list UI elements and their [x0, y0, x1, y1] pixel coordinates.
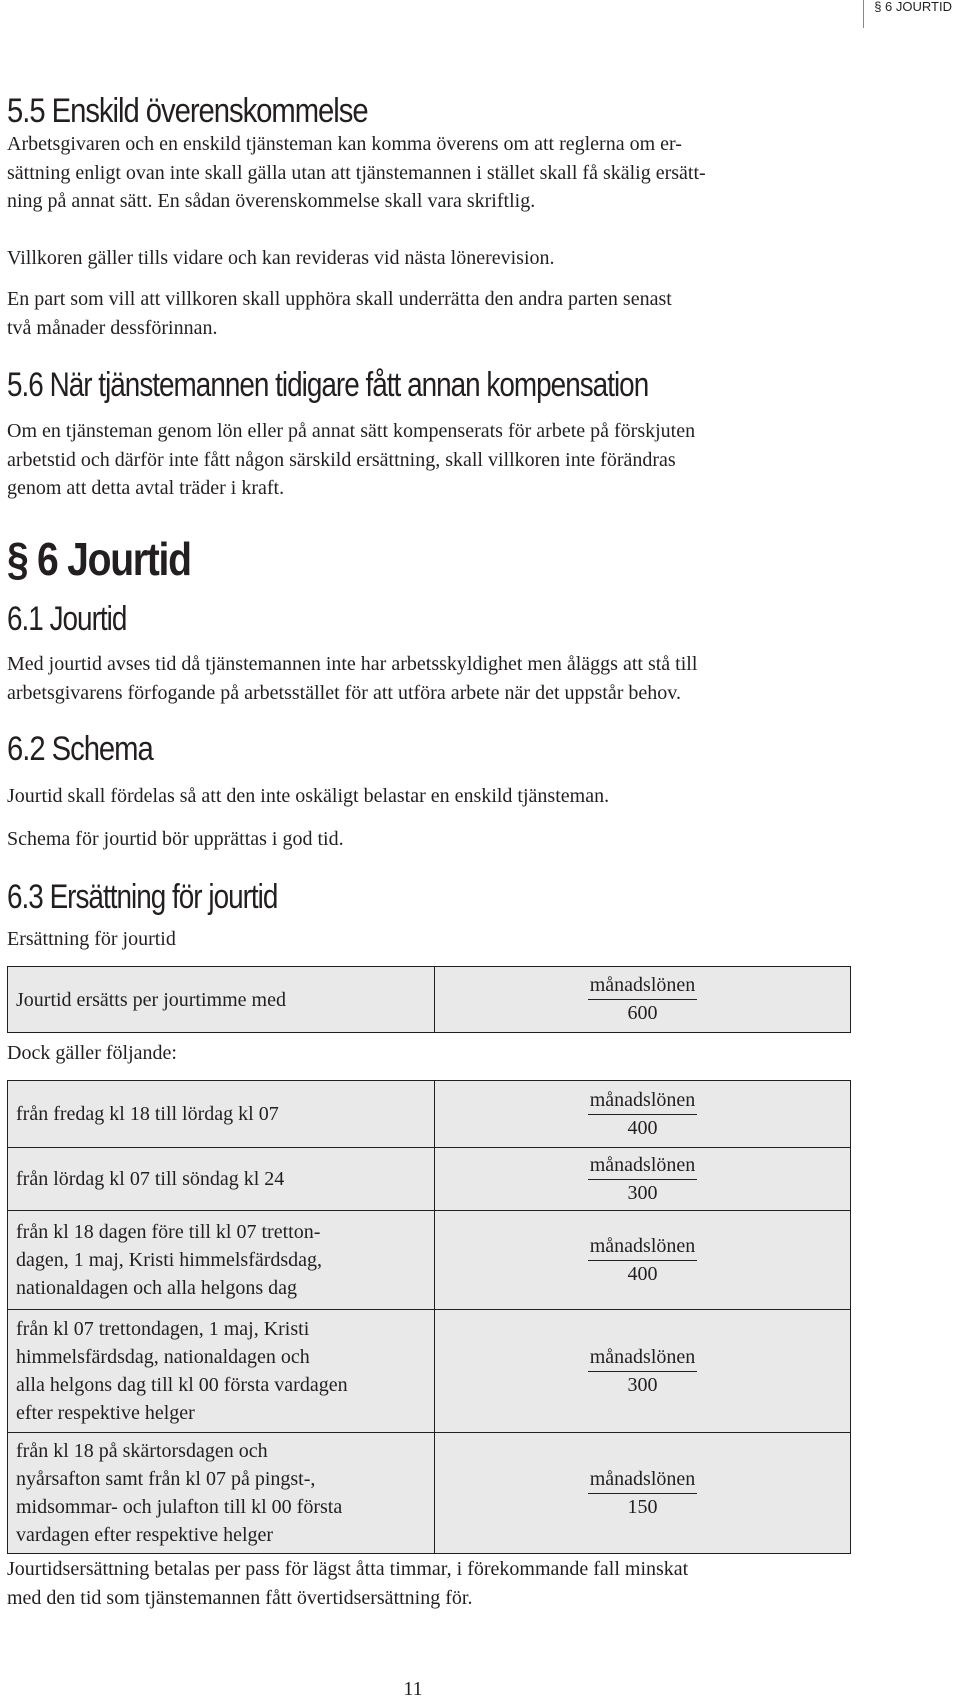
heading-6-1: 6.1 Jourtid — [7, 600, 127, 638]
table-row — [8, 967, 851, 1033]
fraction-denominator: 400 — [627, 1262, 658, 1285]
main-rate-table — [7, 966, 851, 1033]
running-title: § 6 JOURTID — [874, 0, 952, 14]
table-row — [8, 1148, 851, 1211]
rate-fraction — [435, 1211, 851, 1310]
paragraph-5-5-3: En part som vill att villkoren skall upphöra skall underrätta den andra parten senast två månader dessförinnan. — [7, 288, 672, 339]
rate-fraction — [435, 967, 851, 1033]
page-number: 11 — [403, 1678, 423, 1700]
paragraph-5-5-2: Villkoren gäller tills vidare och kan revideras vid nästa lönerevision. — [7, 247, 555, 269]
fraction-denominator: 300 — [627, 1181, 658, 1204]
heading-5-6: 5.6 När tjänstemannen tidigare fått annan kompensation — [7, 366, 649, 404]
row-label: från fredag kl 18 till lördag kl 07 — [8, 1081, 435, 1148]
fraction-denominator: 400 — [627, 1116, 658, 1139]
table-row — [8, 1081, 851, 1148]
paragraph-6-2-1: Jourtid skall fördelas så att den inte oskäligt belastar en enskild tjänsteman. — [7, 785, 610, 807]
paragraph-5-5-1: Arbetsgivaren och en enskild tjänsteman kan komma överens om att reglerna om er- sättning enligt ovan inte skall gälla utan att tjänstemannen i stället skall få skälig ersätt- ning på annat sätt. En sådan överenskommelse skall vara skriftlig. — [7, 133, 706, 212]
fraction-numerator: månadslönen — [588, 1152, 698, 1180]
exceptions-table — [7, 1080, 851, 1554]
row-label: från lördag kl 07 till söndag kl 24 — [8, 1148, 435, 1211]
fraction-numerator: månadslönen — [588, 1233, 698, 1261]
row-label: från kl 18 dagen före till kl 07 tretton- dagen, 1 maj, Kristi himmelsfärdsdag, nationaldagen och alla helgons dag — [8, 1211, 435, 1310]
row-label: från kl 18 på skärtorsdagen och nyårsafton samt från kl 07 på pingst-, midsommar- och julafton till kl 00 första vardagen efter respektive helger — [8, 1433, 435, 1554]
heading-6-3: 6.3 Ersättning för jourtid — [7, 878, 278, 916]
fraction-denominator: 600 — [627, 1002, 658, 1024]
rate-fraction — [435, 1310, 851, 1433]
paragraph-6-1: Med jourtid avses tid då tjänstemannen inte har arbetsskyldighet men åläggs att stå till arbetsgivarens förfogande på arbetsstället för att utföra arbete när det uppstår behov. — [7, 653, 698, 704]
rate-fraction — [435, 1081, 851, 1148]
heading-6-2: 6.2 Schema — [7, 730, 153, 768]
fraction-denominator: 300 — [627, 1373, 658, 1396]
fraction-numerator: månadslönen — [588, 1087, 698, 1115]
paragraph-6-3-footer: Jourtidsersättning betalas per pass för lägst åtta timmar, i förekommande fall minskat med den tid som tjänstemannen fått övertidsersättning för. — [7, 1558, 689, 1609]
rate-fraction — [435, 1433, 851, 1554]
paragraph-5-6: Om en tjänsteman genom lön eller på annat sätt kompenserats för arbete på förskjuten arbetstid och därför inte fått någon särskild ersättning, skall villkoren inte förändras genom att detta avtal träder i kraft. — [7, 420, 696, 499]
table-row — [8, 1310, 851, 1433]
header-divider — [863, 0, 864, 28]
rate-label: Jourtid ersätts per jourtimme med — [8, 967, 435, 1033]
row-label: från kl 07 trettondagen, 1 maj, Kristi himmelsfärdsdag, nationaldagen och alla helgons dag till kl 00 första vardagen efter respektive helger — [8, 1310, 435, 1433]
exceptions-intro: Dock gäller följande: — [7, 1042, 177, 1064]
table-row — [8, 1211, 851, 1310]
paragraph-6-3-intro: Ersättning för jourtid — [7, 928, 176, 950]
chapter-title: § 6 Jourtid — [7, 533, 191, 585]
running-header — [863, 0, 960, 28]
fraction-numerator: månadslönen — [588, 1344, 698, 1372]
fraction-numerator: månadslönen — [588, 972, 698, 1000]
table-row — [8, 1433, 851, 1554]
heading-5-5: 5.5 Enskild överenskommelse — [7, 92, 368, 130]
rate-fraction — [435, 1148, 851, 1211]
fraction-denominator: 150 — [627, 1495, 658, 1518]
fraction-numerator: månadslönen — [588, 1466, 698, 1494]
paragraph-6-2-2: Schema för jourtid bör upprättas i god tid. — [7, 828, 344, 850]
